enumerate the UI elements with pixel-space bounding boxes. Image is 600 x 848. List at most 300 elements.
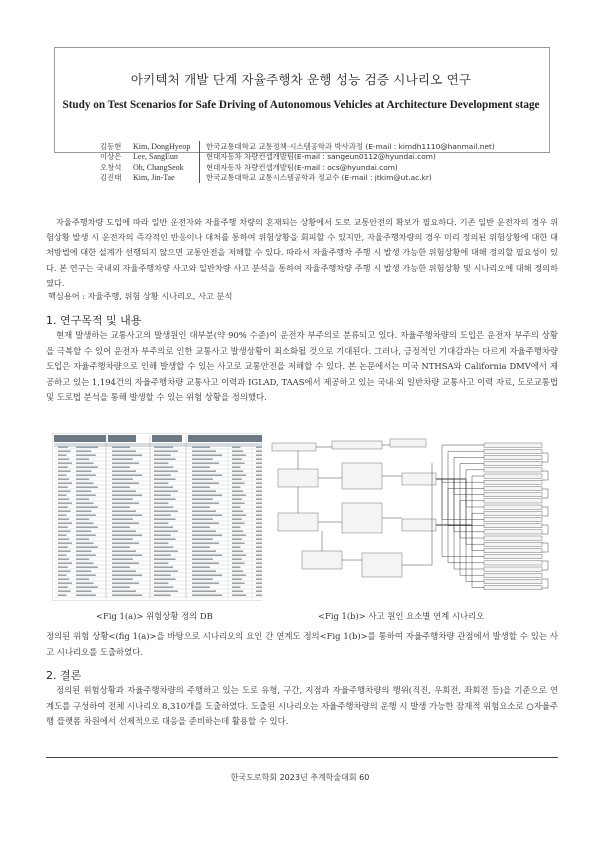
table-cell-text [192, 454, 222, 456]
table-cell-text [76, 502, 94, 504]
table-cell-text [76, 474, 96, 476]
author-affiliation: 한국교통대학교 교통정책·시스템공학과 박사과정 (E-mail : kimdh1110@hanmail.net) [206, 141, 495, 151]
table-cell-text [154, 578, 176, 580]
table-cell-text [112, 502, 139, 504]
table-cell-text [192, 514, 222, 516]
diagram-node [302, 551, 342, 569]
table-cell-text [76, 462, 94, 464]
table-cell-text [192, 490, 216, 492]
table-cell-text [76, 506, 98, 508]
table-cell-text [58, 590, 71, 592]
table-cell-text [58, 470, 71, 472]
scenario-node [484, 536, 542, 540]
table-cell-text [192, 478, 213, 480]
table-cell-text [112, 462, 139, 464]
table-cell-text [112, 518, 133, 520]
diagram-node [342, 463, 382, 489]
table-cell-text [154, 582, 168, 584]
author-separator [199, 173, 200, 184]
table-cell-text [58, 526, 68, 528]
diagram-node [278, 513, 318, 531]
scenario-node [484, 555, 542, 559]
table-cell-text [192, 522, 219, 524]
table-cell-text [58, 474, 66, 476]
table-cell-text [232, 542, 245, 544]
table-cell-text [76, 510, 91, 512]
scenario-node [484, 468, 542, 472]
author-row [100, 152, 520, 163]
table-cell-text [112, 478, 133, 480]
table-cell-text [76, 482, 94, 484]
scenario-node [484, 474, 542, 478]
table-cell-text [154, 542, 168, 544]
table-cell-text [76, 466, 98, 468]
table-cell-text [76, 470, 91, 472]
table-cell-text [154, 586, 173, 588]
keywords: 핵심용어 : 자율주행, 위험 상황 시나리오, 사고 분석 [48, 291, 233, 301]
table-cell-text [112, 546, 130, 548]
author-separator [199, 152, 200, 163]
table-cell-text [154, 546, 173, 548]
table-cell-text [76, 558, 89, 560]
table-cell-text [232, 582, 245, 584]
table-cell-text [232, 470, 243, 472]
table-cell-text [58, 510, 71, 512]
table-cell-text [154, 594, 171, 596]
table-cell-text [192, 466, 210, 468]
table-cell-text [232, 590, 243, 592]
table-cell-text [58, 482, 72, 484]
author-name-english: Oh, ChangSeok [133, 162, 184, 172]
table-cell-text [76, 582, 94, 584]
table-cell-text [192, 462, 219, 464]
diagram-node [278, 469, 318, 487]
table-cell-text [232, 586, 240, 588]
author-affiliation: 현대자동차 차량컨셉개발팀(E-mail : sangeun0112@hyundai.com) [206, 152, 436, 162]
diagram-node [342, 503, 382, 533]
table-cell-text [58, 578, 69, 580]
table-cell-text [112, 498, 133, 500]
author-name-korean: 김동현 [100, 141, 122, 151]
table-cell-text [76, 478, 89, 480]
table-cell-text [58, 542, 72, 544]
author-row [100, 173, 520, 184]
table-cell-text [232, 458, 242, 460]
table-cell-text [192, 558, 213, 560]
table-cell-text [58, 486, 68, 488]
table-cell-text [232, 522, 245, 524]
table-cell-text [76, 526, 98, 528]
table-cell-text [112, 582, 139, 584]
table-cell-text [192, 582, 219, 584]
table-cell-text [112, 486, 130, 488]
table-cell-text [76, 594, 96, 596]
table-cell-text [76, 586, 98, 588]
table-cell-text [192, 494, 222, 496]
table-cell-text [192, 542, 219, 544]
table-cell-text [76, 590, 91, 592]
table-cell-text [192, 482, 219, 484]
table-cell-text [112, 474, 142, 476]
table-cell-text [112, 458, 133, 460]
table-cell-text [232, 578, 242, 580]
table-cell-text [76, 530, 91, 532]
section-1-text: 현재 발생하는 교통사고의 발생원인 대부분(약 90% 수준)이 운전자 부주의로 분류되고 있다. 자율주행차량의 도입은 운전자 부주의 상황을 극복할 수 있어 운전자 부주의로 인한 교통사고 발생상황이 최소화될 것으로 기대된다. 그러나, 긍정적인 기대감과는 다르게 자율주행차량 도입은 자율주행차량으로 인해 발생할 수 있는 사고로 교통안전을 저해할 수 있다. 본 논문에서는 미국 NTHSA와 California DMV에서 제공하고 있는 1,194건의 자율주행차량 교통사고 이력과 IGLAD, TAAS에서 제공하고 있는 국내·외 일반차량 교통사고 이력 자료, 도로교통법 및 도로법 분석을 통해 발생할 수 있는 위험 상황을 정의했다. [46, 330, 558, 402]
table-cell-text [232, 490, 243, 492]
table-cell-text [112, 510, 136, 512]
table-cell-text [112, 506, 130, 508]
table-cell-text [112, 450, 136, 452]
author-name-korean: 오창석 [100, 162, 122, 172]
table-cell-text [192, 594, 222, 596]
table-cell-text [76, 534, 96, 536]
table-cell-text [112, 470, 136, 472]
scenario-node [484, 462, 542, 466]
author-row [100, 141, 520, 152]
table-cell-text [232, 478, 242, 480]
page-footer: 한국도로학회 2023년 추계학술대회 60 [230, 773, 370, 782]
table-cell-text [58, 566, 68, 568]
table-cell-text [112, 558, 133, 560]
author-affiliation: 현대자동차 차량컨셉개발팀(E-mail : ocs@hyundai.com) [206, 162, 398, 172]
diagram-node [272, 443, 316, 451]
table-cell-text [58, 502, 72, 504]
figure-1a-caption: <Fig 1(a)> 위험상황 정의 DB [96, 611, 213, 621]
table-cell-text [232, 594, 246, 596]
table-cell-text [76, 494, 96, 496]
table-cell-text [232, 554, 246, 556]
table-cell-text [112, 526, 130, 528]
scenario-node [484, 530, 542, 534]
table-cell-text [232, 526, 240, 528]
figure-1b-caption: <Fig 1(b)> 사고 원인 요소별 연계 시나리오 [318, 611, 485, 621]
diagram-node [362, 553, 402, 577]
table-cell-text [154, 486, 173, 488]
table-cell-text [154, 482, 168, 484]
table-cell-text [112, 578, 133, 580]
section-1-body [46, 328, 558, 406]
table-cell-text [154, 534, 171, 536]
table-cell-text [58, 574, 66, 576]
table-cell-text [76, 458, 89, 460]
scenario-node [484, 499, 542, 503]
table-cell-text [154, 502, 168, 504]
footer-rule [46, 757, 558, 758]
table-cell-text [76, 550, 91, 552]
table-cell-text [58, 490, 71, 492]
table-cell-text [192, 446, 210, 448]
table-cell-text [112, 466, 130, 468]
table-cell-text [112, 574, 142, 576]
section-2-body [46, 683, 558, 730]
table-cell-text [58, 450, 71, 452]
table-cell-text [154, 450, 178, 452]
author-separator [199, 141, 200, 152]
table-cell-text [76, 554, 96, 556]
table-cell-text [232, 574, 246, 576]
table-cell-text [154, 514, 171, 516]
table-cell-text [76, 578, 89, 580]
table-cell-text [76, 570, 91, 572]
table-cell-text [154, 494, 171, 496]
table-cell-text [232, 498, 242, 500]
scenario-node [484, 561, 542, 565]
table-cell-text [232, 562, 245, 564]
scenario-node [484, 548, 542, 552]
scenario-node [484, 449, 542, 453]
table-cell-text [232, 494, 246, 496]
after-figure-paragraph [46, 629, 558, 660]
table-cell-text [192, 570, 216, 572]
section-2-text: 정의된 위험상황과 자율주행차량의 주행하고 있는 도로 유형, 구간, 지점과 자율주행차량의 행위(직진, 우회전, 좌회전 등)을 기준으로 연계도를 구성하여 전체 시나리오 8,310개를 도출하였다. 도출된 시나리오는 자율주행차량의 운행 시 발생 가능한 잠재적 위험요소로 ○자율주행 플랫폼 차원에서 선제적으로 대응을 준비하는데 활용할 수 있다. [46, 685, 558, 726]
table-cell-text [232, 514, 246, 516]
table-cell-text [232, 474, 246, 476]
scenario-node [484, 455, 542, 459]
table-cell-text [58, 498, 69, 500]
after-figure-text: 정의된 위험 상황<(fig 1(a)>을 바탕으로 시나리오의 요인 간 연계도 정의<Fig 1(b)>를 통하여 자율주행차량 관점에서 발생할 수 있는 사고 시나리오를 도출하였다. [46, 631, 558, 657]
table-cell-text [76, 446, 98, 448]
scenario-node [484, 586, 542, 590]
table-cell-text [154, 470, 178, 472]
table-cell-text [154, 466, 173, 468]
diagram-node [332, 441, 382, 449]
table-cell-text [58, 446, 68, 448]
table-cell-text [192, 458, 213, 460]
table-cell-text [58, 546, 68, 548]
table-cell-text [154, 498, 176, 500]
table-cell-text [232, 534, 246, 536]
table-cell-text [154, 454, 171, 456]
table-cell-text [58, 462, 72, 464]
table-cell-text [58, 522, 72, 524]
paper-title-korean: 아키텍처 개발 단계 자율주행차 운행 성능 검증 시나리오 연구 [130, 72, 472, 87]
table-cell-text [192, 510, 216, 512]
table-cell-text [154, 518, 176, 520]
table-cell-text [58, 558, 69, 560]
scenario-node [484, 542, 542, 546]
table-cell-text [58, 478, 69, 480]
table-cell-text [112, 538, 133, 540]
table-cell-text [232, 446, 240, 448]
table-cell-text [76, 566, 98, 568]
author-separator [199, 162, 200, 173]
table-cell-text [112, 554, 142, 556]
table-cell-text [232, 550, 243, 552]
scenario-node [484, 517, 542, 521]
table-cell-text [192, 450, 216, 452]
table-cell-text [154, 506, 173, 508]
section-1-heading: 1. 연구목적 및 내용 [46, 314, 142, 327]
table-cell-text [192, 546, 210, 548]
table-cell-text [154, 538, 176, 540]
abstract [46, 215, 558, 291]
table-cell-text [154, 570, 178, 572]
table-cell-text [76, 490, 91, 492]
scenario-node [484, 486, 542, 490]
table-cell-text [154, 446, 173, 448]
table-cell-text [76, 542, 94, 544]
table-cell-text [112, 562, 139, 564]
author-name-korean: 김진태 [100, 173, 122, 183]
table-cell-text [192, 578, 213, 580]
table-cell-text [232, 466, 240, 468]
scenario-node [484, 443, 542, 447]
table-cell-text [58, 562, 72, 564]
table-cell-text [112, 594, 142, 596]
table-cell-text [112, 566, 130, 568]
table-cell-text [232, 510, 243, 512]
table-cell-text [58, 554, 66, 556]
table-cell-text [154, 474, 171, 476]
table-cell-text [58, 494, 66, 496]
scenario-node [484, 524, 542, 528]
table-cell-text [112, 534, 142, 536]
table-cell-text [192, 502, 219, 504]
table-cell-text [192, 586, 210, 588]
table-cell-text [192, 530, 216, 532]
table-cell-text [58, 454, 66, 456]
table-cell-text [154, 558, 176, 560]
table-cell-text [232, 566, 240, 568]
table-cell-text [58, 530, 71, 532]
diagram-node [402, 519, 436, 531]
scenario-node [484, 511, 542, 515]
author-row [100, 162, 520, 173]
table-cell-text [112, 522, 139, 524]
table-cell-text [112, 446, 130, 448]
table-cell-text [112, 586, 130, 588]
table-cell-text [232, 570, 243, 572]
table-cell-text [76, 522, 94, 524]
table-cell-text [76, 498, 89, 500]
table-cell-text [192, 590, 216, 592]
author-affiliation: 한국교통대학교 교통시스템공학과 정교수 (E-mail : jtkim@ut.ac.kr) [206, 173, 432, 183]
table-cell-text [192, 474, 222, 476]
abstract-text: 자율주행차량 도입에 따라 일반 운전자와 자율주행 차량의 혼재되는 상황에서 도로 교통안전의 확보가 필요하다. 기존 일반 운전자의 경우 위험상황 발생 시 운전자의 즉각적인 반응이나 대처를 통하여 위험상황을 회피할 수 있지만, 자율주행차량의 경우 미리 정의된 위험상황에 대한 대처방법에 대한 설계가 선행되지 않으면 교통안전을 저해할 수 있다. 따라서 자율주행차 주행 시 발생 가능한 위험상황에 대해 정의할 필요성이 있다. 본 연구는 국내외 자율주행차량 사고와 일반차량 사고 분석을 통하여 자율주행차량 주행 시 발생 가능한 위험상황 및 시나리오에 대해 정의하였다. [46, 217, 558, 288]
table-cell-text [58, 466, 68, 468]
table-cell-text [192, 566, 210, 568]
paper-title-english: Study on Test Scenarios for Safe Driving of Autonomous Vehicles at Architecture Development stage [62, 99, 540, 111]
table-cell-text [58, 458, 69, 460]
table-cell-text [154, 562, 168, 564]
table-cell-text [192, 554, 222, 556]
table-cell-text [76, 450, 91, 452]
scenario-node [484, 573, 542, 577]
table-cell-text [76, 574, 96, 576]
table-cell-text [192, 534, 222, 536]
table-cell-text [154, 462, 168, 464]
scenario-node [484, 480, 542, 484]
table-cell-text [112, 570, 136, 572]
table-cell-text [58, 586, 68, 588]
author-name-korean: 이상은 [100, 152, 122, 162]
table-cell-text [232, 558, 242, 560]
table-cell-text [192, 486, 210, 488]
author-name-english: Lee, SangEun [133, 152, 178, 162]
table-cell-text [192, 550, 216, 552]
table-cell-text [112, 550, 136, 552]
table-cell-text [58, 594, 66, 596]
table-cell-text [154, 530, 178, 532]
table-cell-text [112, 514, 142, 516]
table-cell-text [76, 518, 89, 520]
table-cell-text [154, 490, 178, 492]
table-cell-text [58, 582, 72, 584]
scenario-node [484, 493, 542, 497]
table-cell-text [154, 526, 173, 528]
table-cell-text [154, 458, 176, 460]
table-cell-text [76, 546, 98, 548]
table-cell-text [232, 538, 242, 540]
table-cell-text [192, 498, 213, 500]
table-cell-text [58, 550, 71, 552]
table-cell-text [232, 518, 242, 520]
table-cell-text [58, 518, 69, 520]
table-cell-text [154, 566, 173, 568]
table-cell-text [232, 506, 240, 508]
table-cell-text [192, 574, 222, 576]
table-cell-text [58, 538, 69, 540]
table-cell-text [112, 494, 142, 496]
table-cell-text [58, 570, 71, 572]
table-cell-text [232, 462, 245, 464]
figure-1a-risk-db-table [52, 433, 282, 601]
table-cell-text [76, 486, 98, 488]
table-cell-text [112, 542, 139, 544]
table-cell-text [154, 574, 171, 576]
table-cell-text [192, 562, 219, 564]
table-cell-text [232, 450, 243, 452]
table-cell-text [192, 538, 213, 540]
table-cell-text [112, 454, 142, 456]
table-cell-text [154, 510, 178, 512]
table-cell-text [154, 554, 171, 556]
table-cell-text [76, 454, 96, 456]
table-cell-text [232, 502, 245, 504]
diagram-node [390, 439, 426, 447]
table-cell-text [76, 514, 96, 516]
table-cell-text [76, 562, 94, 564]
table-cell-text [154, 478, 176, 480]
table-cell-text [232, 530, 243, 532]
table-cell-text [232, 486, 240, 488]
author-name-english: Kim, DongHyeop [133, 141, 191, 151]
figure-1b-scenario-diagram [262, 433, 552, 601]
scenario-node [484, 579, 542, 583]
table-cell-text [192, 506, 210, 508]
scenario-node [484, 567, 542, 571]
table-cell-text [232, 482, 245, 484]
table-cell-text [58, 514, 66, 516]
section-2-heading: 2. 결론 [46, 669, 82, 682]
table-cell-text [232, 454, 246, 456]
table-cell-text [58, 506, 68, 508]
table-cell-text [154, 522, 168, 524]
table-cell-text [112, 482, 139, 484]
table-cell-text [192, 526, 210, 528]
table-cell-text [192, 518, 213, 520]
table-cell-text [154, 590, 178, 592]
table-cell-text [76, 538, 89, 540]
scenario-node [484, 505, 542, 509]
author-list [100, 141, 520, 183]
table-cell-text [112, 530, 136, 532]
author-name-english: Kim, Jin-Tae [133, 173, 175, 183]
diagram-node [402, 473, 436, 485]
table-cell-text [112, 490, 136, 492]
table-cell-text [232, 546, 240, 548]
table-cell-text [154, 550, 178, 552]
